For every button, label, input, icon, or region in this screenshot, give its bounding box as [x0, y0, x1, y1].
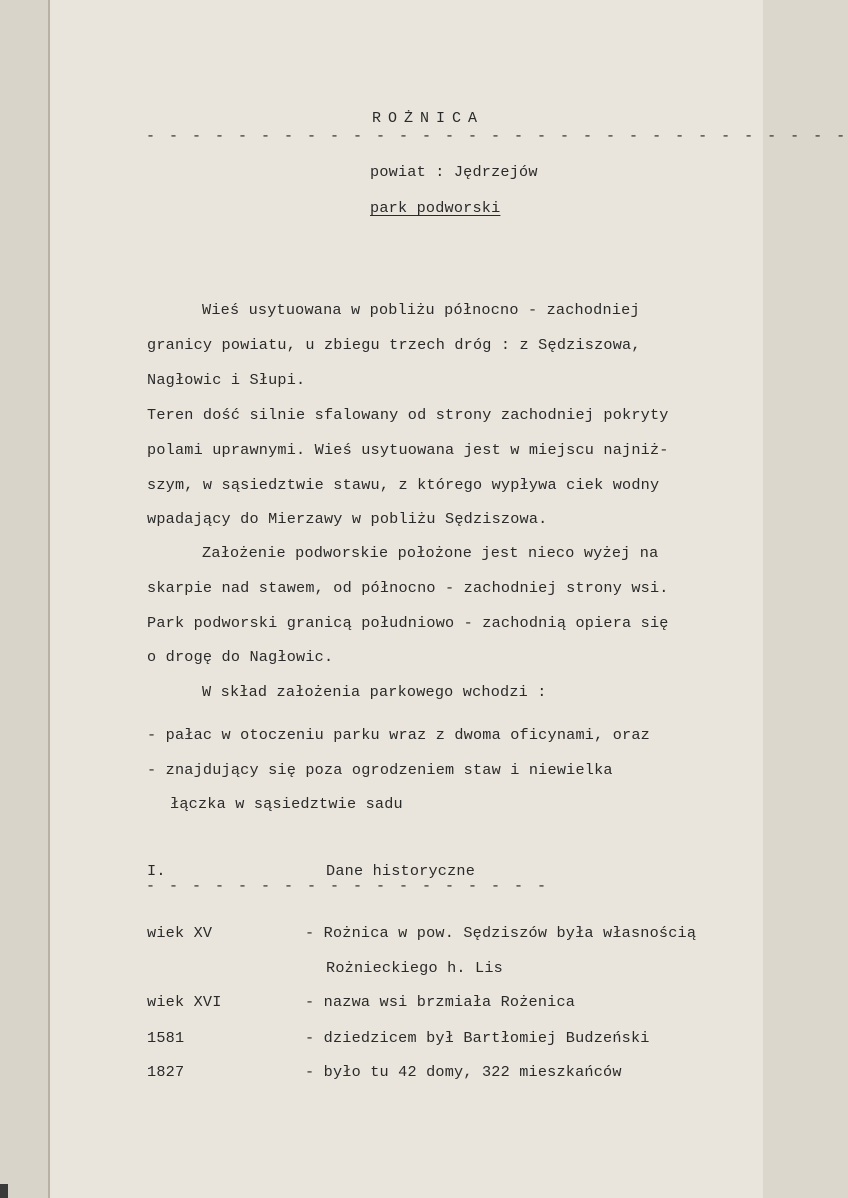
body-line: Park podworski granicą południowo - zachodnią opiera się	[147, 614, 669, 632]
history-date: wiek XVI	[147, 993, 222, 1011]
history-text: Rożnieckiego h. Lis	[326, 959, 503, 977]
history-date: 1827	[147, 1063, 185, 1081]
section-title: Dane historyczne	[326, 862, 476, 880]
history-date: 1581	[147, 1029, 185, 1047]
list-item: - pałac w otoczeniu parku wraz z dwoma oficynami, oraz	[147, 726, 650, 744]
body-line: Założenie podworskie położone jest nieco wyżej na	[202, 544, 659, 562]
history-date: wiek XV	[147, 924, 213, 942]
page-margin-strip	[0, 0, 48, 1198]
body-line: Wieś usytuowana w pobliżu północno - zachodniej	[202, 301, 640, 319]
history-text: - nazwa wsi brzmiała Rożenica	[305, 993, 576, 1011]
history-text: - Rożnica w pow. Sędziszów była własnością	[305, 924, 697, 942]
title-dash-rule: - - - - - - - - - - - - - - - - - - - - - - - - - - - - - - -	[146, 128, 848, 145]
section-number: I.	[147, 862, 166, 880]
page-fold-line	[48, 0, 50, 1198]
list-item: - znajdujący się poza ogrodzeniem staw i niewielka	[147, 761, 613, 779]
body-line: wpadający do Mierzawy w pobliżu Sędziszowa.	[147, 510, 548, 528]
body-line: skarpie nad stawem, od północno - zachodniej strony wsi.	[147, 579, 669, 597]
body-line: o drogę do Nagłowic.	[147, 648, 334, 666]
section-dash-rule: - - - - - - - - - - - - - - - - - -	[146, 878, 549, 895]
body-line: polami uprawnymi. Wieś usytuowana jest w miejscu najniż-	[147, 441, 669, 459]
body-line: szym, w sąsiedztwie stawu, z którego wypływa ciek wodny	[147, 476, 660, 494]
list-item-continuation: łączka w sąsiedztwie sadu	[170, 795, 403, 813]
history-text: - dziedzicem był Bartłomiej Budzeński	[305, 1029, 650, 1047]
body-line: Teren dość silnie sfalowany od strony zachodniej pokryty	[147, 406, 669, 424]
body-line: Nagłowic i Słupi.	[147, 371, 306, 389]
subject-heading: park podworski	[370, 199, 501, 217]
body-line: W skład założenia parkowego wchodzi :	[202, 683, 547, 701]
body-line: granicy powiatu, u zbiegu trzech dróg : z Sędziszowa,	[147, 336, 641, 354]
page-corner-mark	[0, 1184, 8, 1198]
document-title: ROŻNICA	[372, 110, 485, 127]
county-line: powiat : Jędrzejów	[370, 163, 538, 181]
history-text: - było tu 42 domy, 322 mieszkańców	[305, 1063, 622, 1081]
